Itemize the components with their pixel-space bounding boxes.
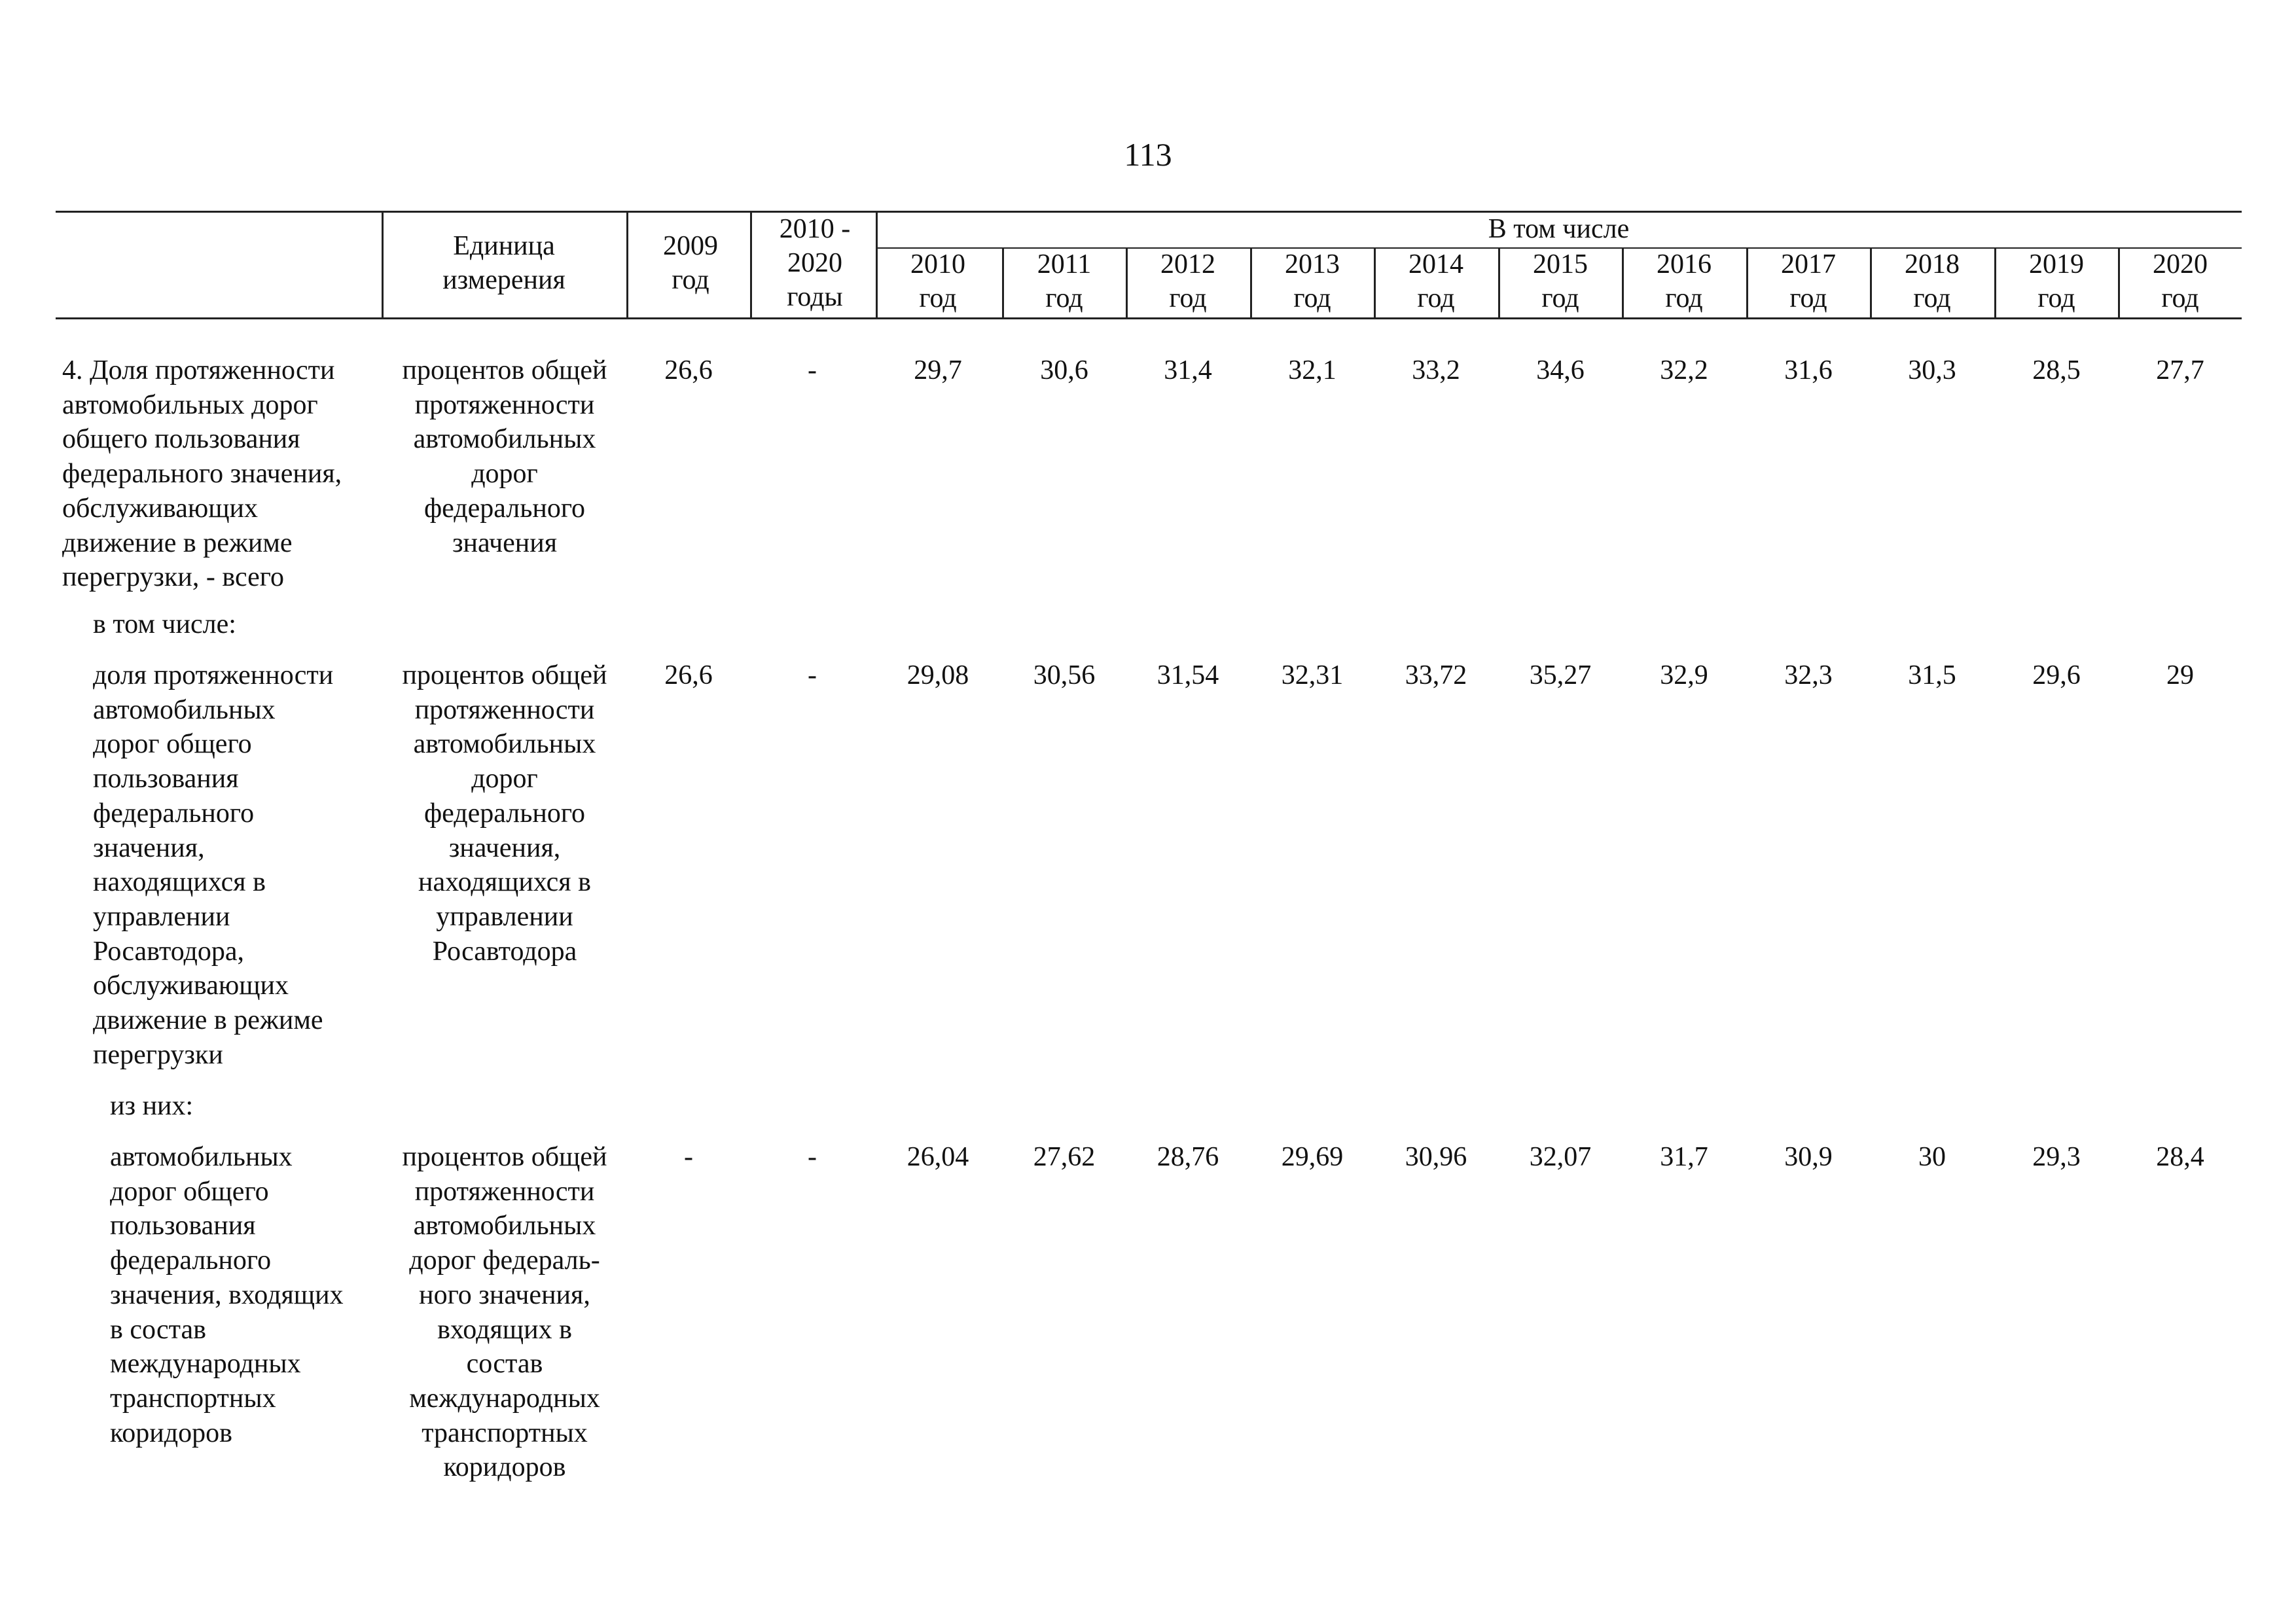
row-value-2019: 29,3: [2032, 1142, 2081, 1172]
header-year-unit: год: [2161, 283, 2199, 313]
header-year-number: 2017: [1781, 249, 1836, 279]
row-value-2014: 33,72: [1405, 660, 1467, 690]
row-value-2010: 26,04: [906, 1142, 969, 1172]
header-year-number: 2011: [1037, 249, 1092, 279]
row-value-2013: 29,69: [1281, 1142, 1344, 1172]
row-value-2010-2020: -: [808, 660, 817, 690]
row-value-2018: 30,3: [1908, 355, 1956, 385]
row-value-2020: 29: [2166, 660, 2194, 690]
header-year-2017: [1746, 247, 1871, 315]
row-value-2011: 27,62: [1033, 1142, 1096, 1172]
row-value-2012: 31,54: [1157, 660, 1219, 690]
row-value-2019: 29,6: [2032, 660, 2081, 690]
row-value-2020: 27,7: [2156, 355, 2204, 385]
row-value-2018: 30: [1918, 1142, 1946, 1172]
header-year-2013: [1250, 247, 1374, 315]
row-value-2010: 29,08: [906, 660, 969, 690]
row-value-2015: 32,07: [1529, 1142, 1592, 1172]
row-value-2015: 35,27: [1529, 660, 1592, 690]
header-year-number: 2015: [1533, 249, 1588, 279]
header-year-unit: год: [1913, 283, 1951, 313]
row-unit: процентов общей протяженности автомобильных дорог федерального значения: [402, 355, 607, 558]
row-value-2017: 31,6: [1784, 355, 1833, 385]
header-divider: [626, 211, 628, 318]
header-including: В том числе: [1488, 214, 1630, 244]
header-year-unit: год: [1665, 283, 1703, 313]
row-name: 4. Доля протяженности автомобильных дорог общего пользования федерального значения, обслуживающих движение в режиме перегрузки, - всего: [62, 355, 342, 593]
row-name: доля протяженности автомобильных дорог общего пользования федерального значения, находящихся в управлении Росавтодора, обслуживающих движение в режиме перегрузки: [93, 660, 334, 1070]
header-year-2019: [1994, 247, 2119, 315]
header-year-2015: [1498, 247, 1623, 315]
header-year-number: 2019: [2029, 249, 2084, 279]
header-year-2014: [1374, 247, 1498, 315]
row-value-2010-2020: -: [808, 1142, 817, 1172]
row-value-2015: 34,6: [1536, 355, 1585, 385]
header-year-number: 2018: [1905, 249, 1960, 279]
header-year-2016: [1622, 247, 1746, 315]
header-year-unit: год: [1789, 283, 1827, 313]
row-value-2010-2020: -: [808, 355, 817, 385]
header-year-2018: [1870, 247, 1994, 315]
header-unit: Единица измерения: [442, 231, 565, 295]
row-value-2011: 30,56: [1033, 660, 1096, 690]
header-bottom-rule: [56, 317, 2242, 319]
header-year-unit: год: [1169, 283, 1207, 313]
row-value-2019: 28,5: [2032, 355, 2081, 385]
row-value-2018: 31,5: [1908, 660, 1956, 690]
row-value-2009: 26,6: [664, 660, 713, 690]
header-year-2011: [1002, 247, 1126, 315]
row-value-2013: 32,1: [1288, 355, 1336, 385]
row-value-2016: 32,9: [1660, 660, 1708, 690]
header-year-unit: год: [1045, 283, 1083, 313]
header-year-number: 2020: [2153, 249, 2208, 279]
header-year-unit: год: [2037, 283, 2075, 313]
row-value-2009: 26,6: [664, 355, 713, 385]
header-year-number: 2016: [1657, 249, 1712, 279]
row-value-2012: 31,4: [1164, 355, 1212, 385]
header-divider: [382, 211, 384, 318]
row-value-2013: 32,31: [1281, 660, 1344, 690]
row-name: автомобильных дорог общего пользования федерального значения, входящих в состав международных транспортных коридоров: [110, 1142, 344, 1448]
header-year-number: 2014: [1408, 249, 1463, 279]
row-value-2009: -: [684, 1142, 693, 1172]
row-value-2014: 33,2: [1412, 355, 1460, 385]
subheading-in-that-number: в том числе:: [93, 609, 236, 639]
row-value-2011: 30,6: [1040, 355, 1088, 385]
row-unit: процентов общей протяженности автомобильных дорог федерального значения, находящихся в управлении Росавтодора: [402, 660, 607, 967]
header-year-unit: год: [1541, 283, 1579, 313]
row-value-2017: 32,3: [1784, 660, 1833, 690]
header-year-number: 2013: [1285, 249, 1340, 279]
header-year-number: 2010: [910, 249, 965, 279]
row-value-2016: 31,7: [1660, 1142, 1708, 1172]
subheading-of-them: из них:: [110, 1091, 194, 1121]
row-value-2012: 28,76: [1157, 1142, 1219, 1172]
row-value-2017: 30,9: [1784, 1142, 1833, 1172]
header-year-number: 2012: [1160, 249, 1215, 279]
row-value-2020: 28,4: [2156, 1142, 2204, 1172]
header-year-unit: год: [919, 283, 957, 313]
header-year-2020: [2118, 247, 2242, 315]
header-year-unit: год: [1417, 283, 1455, 313]
page-number: 113: [1124, 136, 1172, 173]
header-year-2012: [1126, 247, 1250, 315]
header-year-unit: год: [1293, 283, 1331, 313]
row-value-2016: 32,2: [1660, 355, 1708, 385]
row-unit: процентов общей протяженности автомобильных дорог федераль- ного значения, входящих в состав международных транспортных коридоров: [402, 1142, 607, 1483]
header-year-2010: [876, 247, 1000, 315]
row-value-2010: 29,7: [914, 355, 962, 385]
header-divider: [750, 211, 752, 318]
header-2009: 2009 год: [663, 231, 718, 295]
header-2010-2020: 2010 - 2020 годы: [779, 214, 851, 312]
row-value-2014: 30,96: [1405, 1142, 1467, 1172]
